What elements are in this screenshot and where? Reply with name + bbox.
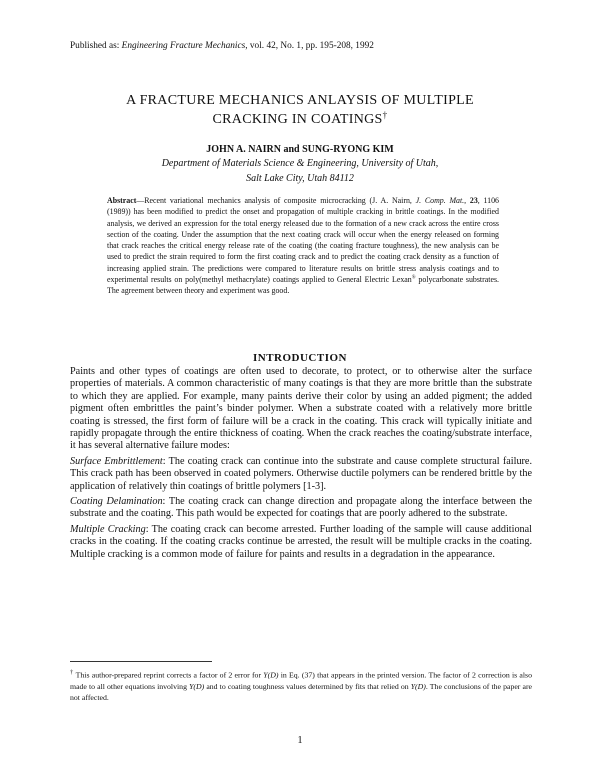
introduction-paragraph: Paints and other types of coatings are often used to decorate, to protect, or to otherwise alter the surface properties of materials. A common characteristic of many coatings is that they are more brittle than the substrate to which they are applied. For example, many paints derive their color by using an added pigment; the added pigment often embrittles the paint’s binder polymer. When a substrate coated with a relatively more brittle coating is stressed, the first form of failure will be a crack in the coating. This crack will typically initiate and rapidly propagate through the entire thickness of coating. When the crack reaches the coating/substrate interface, it has several alternative failure modes: — [70, 366, 532, 452]
registered-mark: ® — [411, 275, 416, 281]
journal-name: Engineering Fracture Mechanics — [121, 41, 246, 51]
citation-volume: 23 — [469, 196, 478, 205]
title-footnote-marker: † — [382, 110, 388, 120]
title-line-2: CRACKING IN COATINGS† — [212, 110, 388, 127]
volume: 42 — [266, 41, 276, 51]
failure-mode-multiple-cracking: Multiple Cracking: The coating crack can become arrested. Further loading of the sample will cause additional cracks in the coating. If the coating cracks continue be arrested, the result will be multiple cracks in the coating. Multiple cracking is a common mode of failure for paints and results in a degradation in the appearance. — [70, 523, 533, 560]
publication-citation: Published as: Engineering Fracture Mechanics, vol. 42, No. 1, pp. 195-208, 1992 — [70, 41, 374, 51]
paper-title — [60, 91, 540, 129]
affiliation: Department of Materials Science & Engineering, University of Utah, Salt Lake City, Utah 84112 — [161, 158, 439, 184]
introduction-body — [70, 366, 532, 561]
authors: JOHN A. NAIRN and SUNG-RYONG KIM — [206, 144, 394, 155]
footnote: † This author-prepared reprint corrects a factor of 2 error for Y(D) in Eq. (37) that appears in the printed version. The factor of 2 correction is also made to all other equations involving Y(D) and to coating toughness values determined by fits that relied on Y(D). The conclusions of the paper are not affected. — [70, 669, 533, 702]
introduction-heading: INTRODUCTION — [252, 352, 347, 364]
issue: 1 — [296, 41, 302, 51]
abstract: Abstract—Recent variational mechanics analysis of composite microcracking (J. A. Nairn, J. Comp. Mat., 23, 1106 (1989)) has been modified to predict the onset and propagation of multiple cracking in brittle coatings. In the modified analysis, we derived an expression for the total energy released due to the formation of a new crack across the entire cross section of the coating. Under the assumption that the next coating crack will occur when the energy released on forming that crack reaches the critical energy release rate of the coating (the coating fracture toughness), the new analysis can be used to predict the strain required to form the first coating crack and to predict the coating crack density as a function of increasing applied strain. The predictions were compared to literature results on brittle stress analysis coatings and to experimental results on poly(methyl methacrylate) coatings applied to General Electric Lexan® polycarbonate substrates. The agreement between theory and experiment was good. — [107, 196, 499, 296]
title-line-1: A FRACTURE MECHANICS ANLAYSIS OF MULTIPLE — [126, 93, 474, 108]
failure-mode-surface-embrittlement: Surface Embrittlement: The coating crack can continue into the substrate and cause complete structural failure. This crack path has been observed in coated polymers. Otherwise ductile polymers can be rendered brittle by the application of relatively thin coatings of brittle polymers [1-3]. — [70, 455, 532, 492]
footnote-divider — [70, 661, 212, 662]
footnote-marker: † — [70, 669, 74, 676]
failure-mode-coating-delamination: Coating Delamination: The coating crack can change direction and propagate along the interface between the substrate and the coating. This path would be expected for coatings that are poorly adhered to the substrate. — [70, 496, 533, 520]
abstract-label: Abstract — [107, 196, 137, 205]
pages-year: 195-208, 1992 — [319, 41, 374, 51]
page-number: 1 — [297, 735, 303, 746]
citation-journal: J. Comp. Mat. — [415, 196, 465, 205]
